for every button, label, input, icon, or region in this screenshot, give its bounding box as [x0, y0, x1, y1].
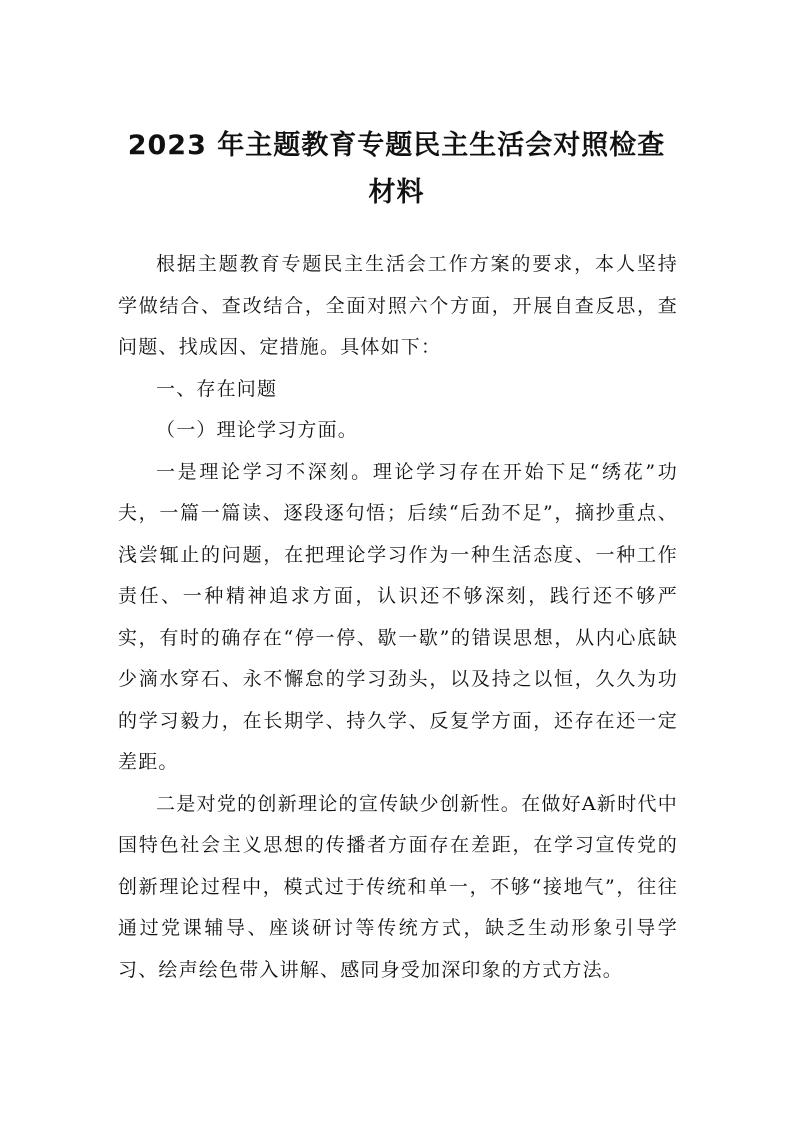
- intro-paragraph: 根据主题教育专题民主生活会工作方案的要求，本人坚持学做结合、查改结合，全面对照六个方面，开展自查反思，查问题、找成因、定措施。具体如下：: [118, 253, 678, 358]
- document-title-line-1: 2023 年主题教育专题民主生活会对照检查: [127, 130, 666, 161]
- point-1-paragraph: 一是理论学习不深刻。理论学习存在开始下足“绣花”功夫，一篇一篇读、逐段逐句悟；后续“后劲不足”，摘抄重点、浅尝辄止的问题，在把理论学习作为一种生活态度、一种工作责任、一种精神追求方面，认识还不够深刻，践行还不够严实，有时的确存在“停一停、歇一歇”的错误思想，从内心底缺少滴水穿石、永不懈怠的学习劲头，以及持之以恒，久久为功的学习毅力，在长期学、持久学、反复学方面，还存在还一定差距。: [118, 460, 678, 773]
- section-heading-problems: 一、存在问题: [156, 377, 278, 400]
- document-body: [118, 244, 678, 991]
- document-title-line-2: 材料: [368, 177, 425, 208]
- subsection-heading-theory-study: （一）理论学习方面。: [156, 419, 359, 441]
- point-2-paragraph: 二是对党的创新理论的宣传缺少创新性。在做好A新时代中国特色社会主义思想的传播者方面存在差距，在学习宣传党的创新理论过程中，模式过于传统和单一，不够“接地气”，往往通过党课辅导、座谈研讨等传统方式，缺乏生动形象引导学习、绘声绘色带入讲解、感同身受加深印象的方式方法。: [118, 792, 678, 981]
